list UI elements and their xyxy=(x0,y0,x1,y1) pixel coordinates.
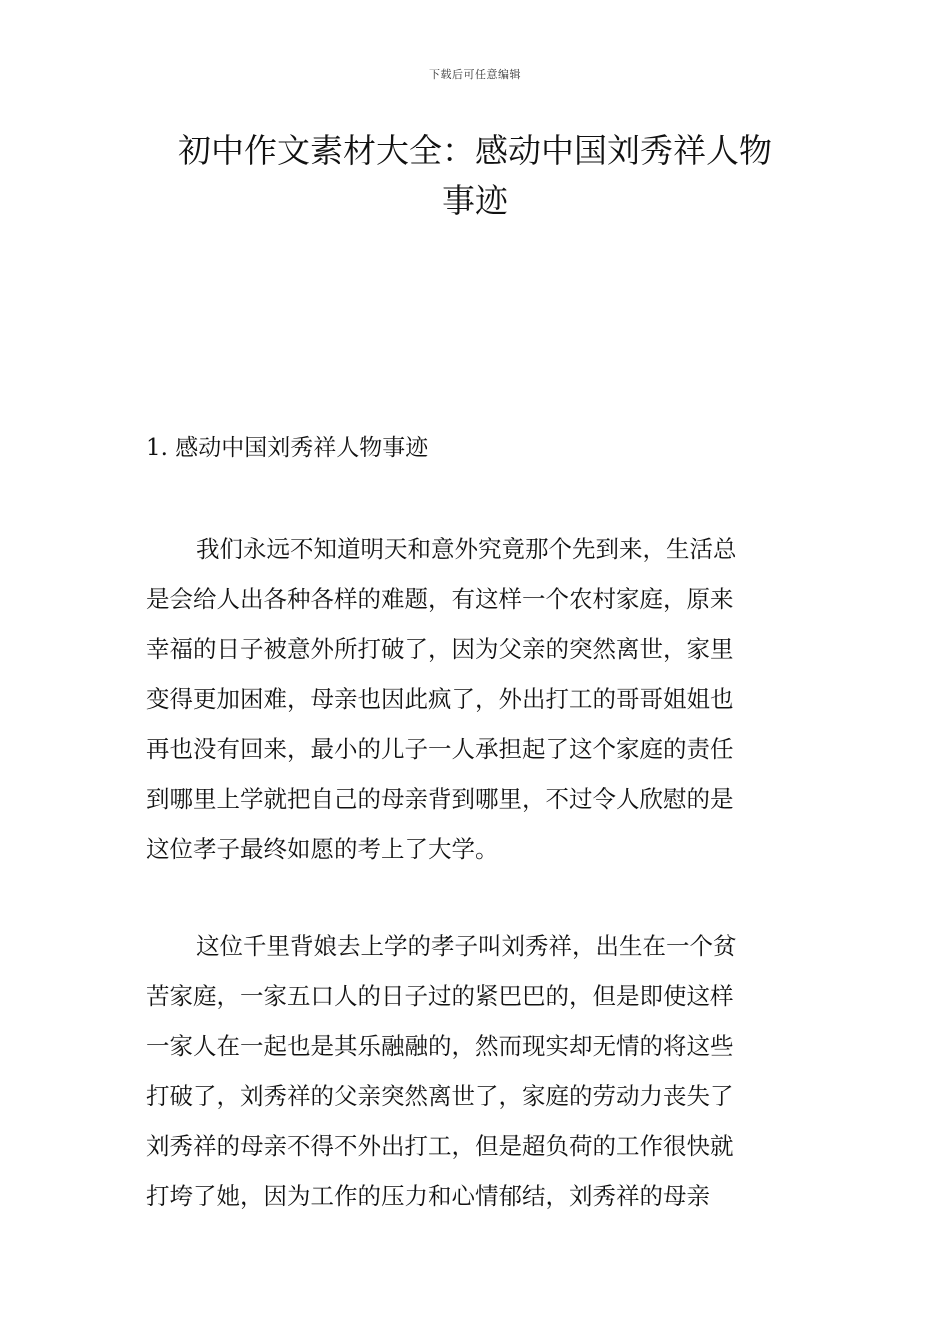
paragraph-line: 刘秀祥的母亲不得不外出打工，但是超负荷的工作很快就 xyxy=(146,1132,734,1160)
paragraph-line: 打垮了她，因为工作的压力和心情郁结，刘秀祥的母亲 xyxy=(146,1182,710,1210)
section-heading: 1. 感动中国刘秀祥人物事迹 xyxy=(146,435,429,461)
paragraph-line: 幸福的日子被意外所打破了，因为父亲的突然离世，家里 xyxy=(146,635,734,663)
paragraph-line: 一家人在一起也是其乐融融的，然而现实却无情的将这些 xyxy=(146,1032,734,1060)
paragraph-line: 这位孝子最终如愿的考上了大学。 xyxy=(146,835,499,863)
paragraph-line: 是会给人出各种各样的难题，有这样一个农村家庭，原来 xyxy=(146,585,734,613)
paragraph-line: 苦家庭，一家五口人的日子过的紧巴巴的，但是即使这样 xyxy=(146,982,734,1010)
paragraph-line: 到哪里上学就把自己的母亲背到哪里，不过令人欣慰的是 xyxy=(146,785,734,813)
paragraph-line: 打破了，刘秀祥的父亲突然离世了，家庭的劳动力丧失了 xyxy=(146,1082,734,1110)
title-line: 初中作文素材大全：感动中国刘秀祥人物 xyxy=(178,131,772,170)
paragraph-line: 我们永远不知道明天和意外究竟那个先到来，生活总 xyxy=(196,535,737,563)
paragraph-line: 这位千里背娘去上学的孝子叫刘秀祥，出生在一个贫 xyxy=(196,932,737,960)
paragraph-line: 再也没有回来，最小的儿子一人承担起了这个家庭的责任 xyxy=(146,735,734,763)
body-paragraph xyxy=(146,921,810,1221)
title-line: 事迹 xyxy=(442,181,508,220)
header-note: 下载后可任意编辑 xyxy=(429,68,521,81)
paragraph-line: 变得更加困难，母亲也因此疯了，外出打工的哥哥姐姐也 xyxy=(146,685,734,713)
document-title xyxy=(140,126,810,226)
body-paragraph xyxy=(146,524,810,874)
